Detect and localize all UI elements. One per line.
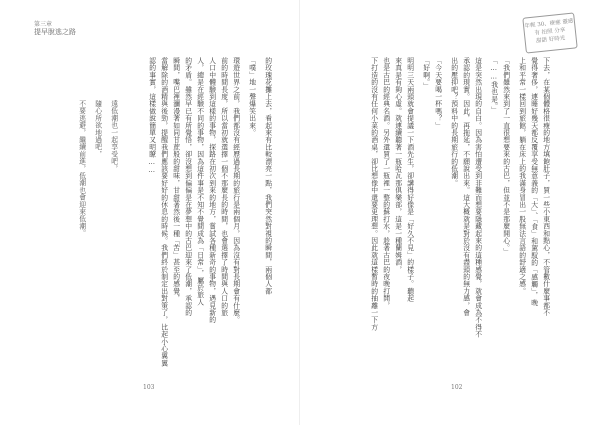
text-column: 「今天要喝一杯嗎？」 (433, 57, 442, 129)
page-number: 103 (143, 384, 155, 391)
text-column: 承認的現實。因此，再拖延，不願說出來。這大概就是對於沒有盡頭的無力感，會 (461, 57, 470, 317)
text-column: 瞬間，嘴巴裡瀰漫著如同甘蔗般的甜味，甘甜著然後一種「苦」甚至的感覺， (171, 57, 180, 302)
text-column: 的玫瑰花攤上去，看起來有比較漂亮一點，我們突然對視的瞬間，兩個人都 (263, 57, 272, 295)
text-column: 環遊世界之前，我們都沒有經歷過長期的旅行是兩個月，因為沒有對長期會有什麼。 (231, 57, 240, 324)
text-column: 的矛盾。雖然早已有所覺悟，卻沒想到偏偏是在夢想中的古巴迎來了低潮，承認的 (183, 57, 192, 317)
text-column: 人口中體驗到這樣的事物，探路在初次到來的地方，嘗試各種新奇的事物，遇見新的 (207, 57, 216, 324)
chapter-label: 第三章 (34, 21, 53, 28)
text-column: 也是古巴的經典名酒。另外還買了一瓶裡一整的蘇打水，趁著古巴的夜晚打開， (381, 57, 390, 309)
stamp-line: 年輕 30、療癒 靈感 (524, 18, 574, 30)
poem-line: 不要逃避，繼續前進，低潮也會迎來低潮。 (77, 100, 86, 237)
text-column: 當解除的酒精與後勁，提醒我們應該要好好的休息的時候。我們終於制定出對策了，比起小心翼翼 (159, 57, 168, 367)
text-column: 出的壓抑吧？預料中的長期旅行的低潮。 (449, 57, 458, 187)
text-column: 「……我也是。」 (489, 57, 498, 114)
page-gutter (299, 0, 300, 425)
text-column: 下去，在某個體格很瘦的地方填飽肚子，買一些小東西和點心，不管數什麼事都不 (541, 57, 550, 317)
text-column: 來真是有夠心虛。就連續聽著一瓶哈瓦那俱樂部，這是一種蘭姆酒， (393, 57, 402, 273)
stamp-mark (522, 12, 577, 53)
text-column: 「噗」地一聲爆笑出來。 (247, 57, 256, 137)
text-column: 認的事實，這樣做說簡單又明瞭…… (147, 57, 156, 175)
page-number: 102 (451, 384, 463, 391)
stamp-line: 甜甜 好時光 (535, 35, 566, 45)
text-column: 人，總是在經驗不同的事物，因為這件事是不知不覺間成為「日常」，屬於旅人 (195, 57, 204, 306)
text-column: 「我們雖然來到了一直很想要來的古巴，但並不是那麼開心。」 (501, 57, 510, 256)
poem-line: 隨心所欲地過吧， (93, 100, 102, 158)
text-column: 下打造的沒有任何小菜的酒桌，卻比想像中還要更理想。因此就這樣暫時的抽離一下方 (369, 57, 378, 331)
text-column: 「好啊。」 (421, 57, 430, 90)
poem-line: 遠低潮也一起享受吧， (109, 100, 118, 172)
chapter-title: 提早脫逃之路 (34, 28, 76, 36)
text-column: 這是突然出現的自白。因為害怕遭受到非難而想要隱藏起來的這種感覺，就會成為不得不 (473, 57, 482, 338)
text-column: 上和平常一樣回到旅館，躺在床上的我滿身冒出一股無法言語的舒適之感。 (517, 57, 526, 295)
stamp-line: 有 拍照 分享 (534, 27, 566, 37)
text-column: 前的時間長度，所以當初就選擇一個不那麼長的時間，也會選擇了時間與人口的旅 (219, 57, 228, 317)
text-column: 覺得奢侈，連睡好幾天都反覆享受無意義的「大」、「食」和駕馭的「感觸」，晚 (529, 57, 538, 306)
text-column: 明明三天兩頭就會提議一下酒先生，卻講得好像是「好久不見」的樣子。聽起 (405, 57, 414, 302)
